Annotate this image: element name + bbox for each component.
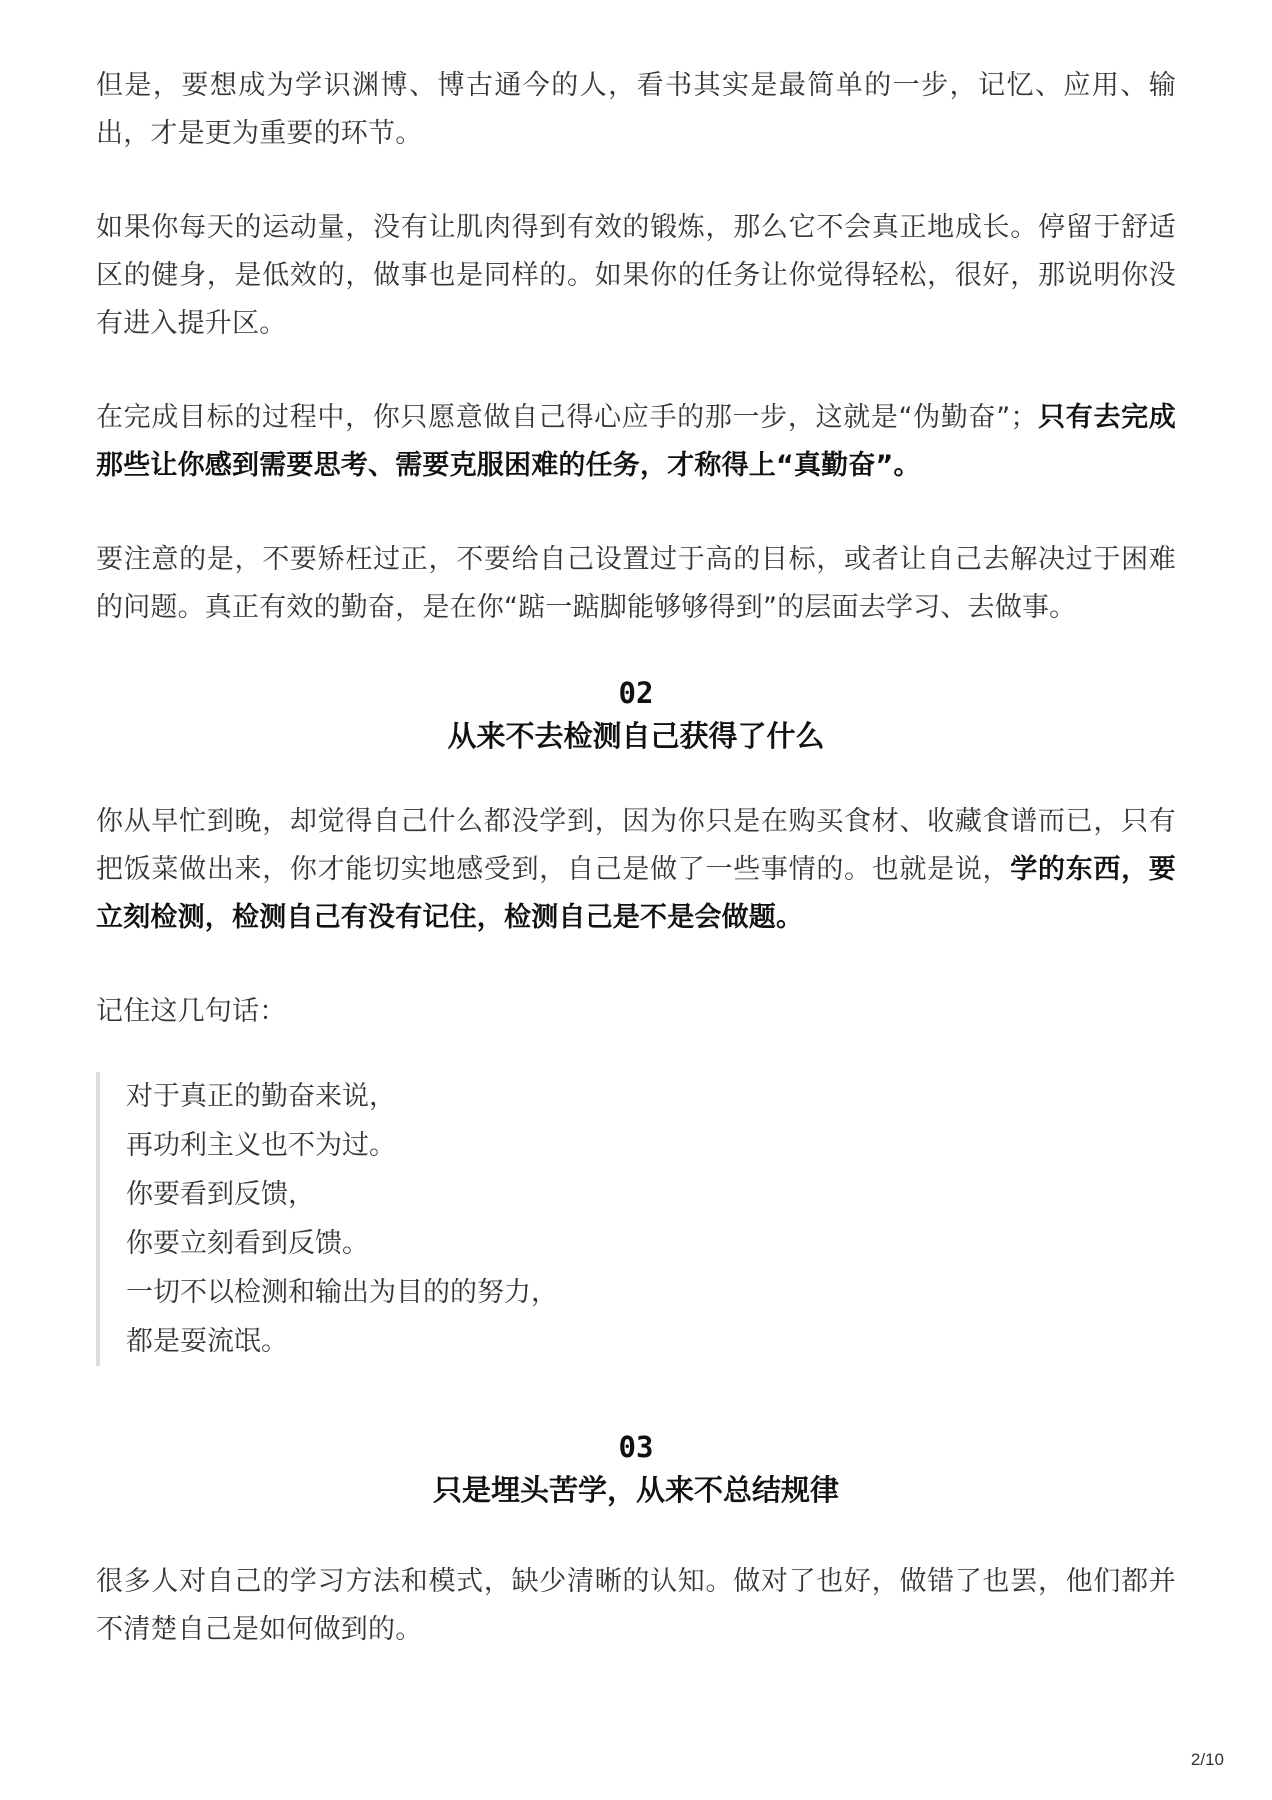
section-number: 03	[618, 1430, 654, 1464]
quote-line: 都是耍流氓。	[126, 1326, 288, 1357]
section-heading	[96, 672, 1176, 758]
quote-line: 你要看到反馈，	[126, 1179, 315, 1210]
paragraph-emphasis: 只有去完成那些让你感到需要思考、需要克服困难的任务，才称得上“真勤奋”。	[96, 402, 1176, 481]
quote-line: 一切不以检测和输出为目的的努力，	[126, 1277, 558, 1308]
quote-line: 再功利主义也不为过。	[126, 1130, 396, 1161]
paragraph: 记住这几句话：	[96, 996, 287, 1027]
quote-line: 你要立刻看到反馈。	[126, 1228, 369, 1259]
paragraph-text: 在完成目标的过程中，你只愿意做自己得心应手的那一步，这就是“伪勤奋”；	[96, 402, 1038, 433]
section-title: 从来不去检测自己获得了什么	[447, 719, 825, 753]
paragraph	[96, 394, 1176, 490]
section-number: 02	[618, 676, 654, 710]
paragraph-emphasis: 学的东西，要立刻检测，检测自己有没有记住，检测自己是不是会做题。	[96, 854, 1176, 933]
section-title: 只是埋头苦学，从来不总结规律	[432, 1473, 839, 1507]
quote-line: 对于真正的勤奋来说，	[126, 1081, 396, 1112]
page-number: 2/10	[1190, 1750, 1224, 1769]
blockquote	[96, 1072, 1176, 1366]
paragraph	[96, 798, 1176, 942]
section-heading	[96, 1426, 1176, 1512]
paragraph: 要注意的是，不要矫枉过正，不要给自己设置过于高的目标，或者让自己去解决过于困难的问题。真正有效的勤奋，是在你“踮一踮脚能够够得到”的层面去学习、去做事。	[96, 544, 1176, 623]
document-page	[96, 62, 1176, 1700]
paragraph: 很多人对自己的学习方法和模式，缺少清晰的认知。做对了也好，做错了也罢，他们都并不清楚自己是如何做到的。	[96, 1566, 1176, 1645]
paragraph: 但是，要想成为学识渊博、博古通今的人，看书其实是最简单的一步，记忆、应用、输出，才是更为重要的环节。	[96, 70, 1176, 149]
paragraph-text: 你从早忙到晚，却觉得自己什么都没学到，因为你只是在购买食材、收藏食谱而已，只有把饭菜做出来，你才能切实地感受到，自己是做了一些事情的。也就是说，	[96, 806, 1176, 885]
paragraph: 如果你每天的运动量，没有让肌肉得到有效的锻炼，那么它不会真正地成长。停留于舒适区的健身，是低效的，做事也是同样的。如果你的任务让你觉得轻松，很好，那说明你没有进入提升区。	[96, 212, 1176, 339]
